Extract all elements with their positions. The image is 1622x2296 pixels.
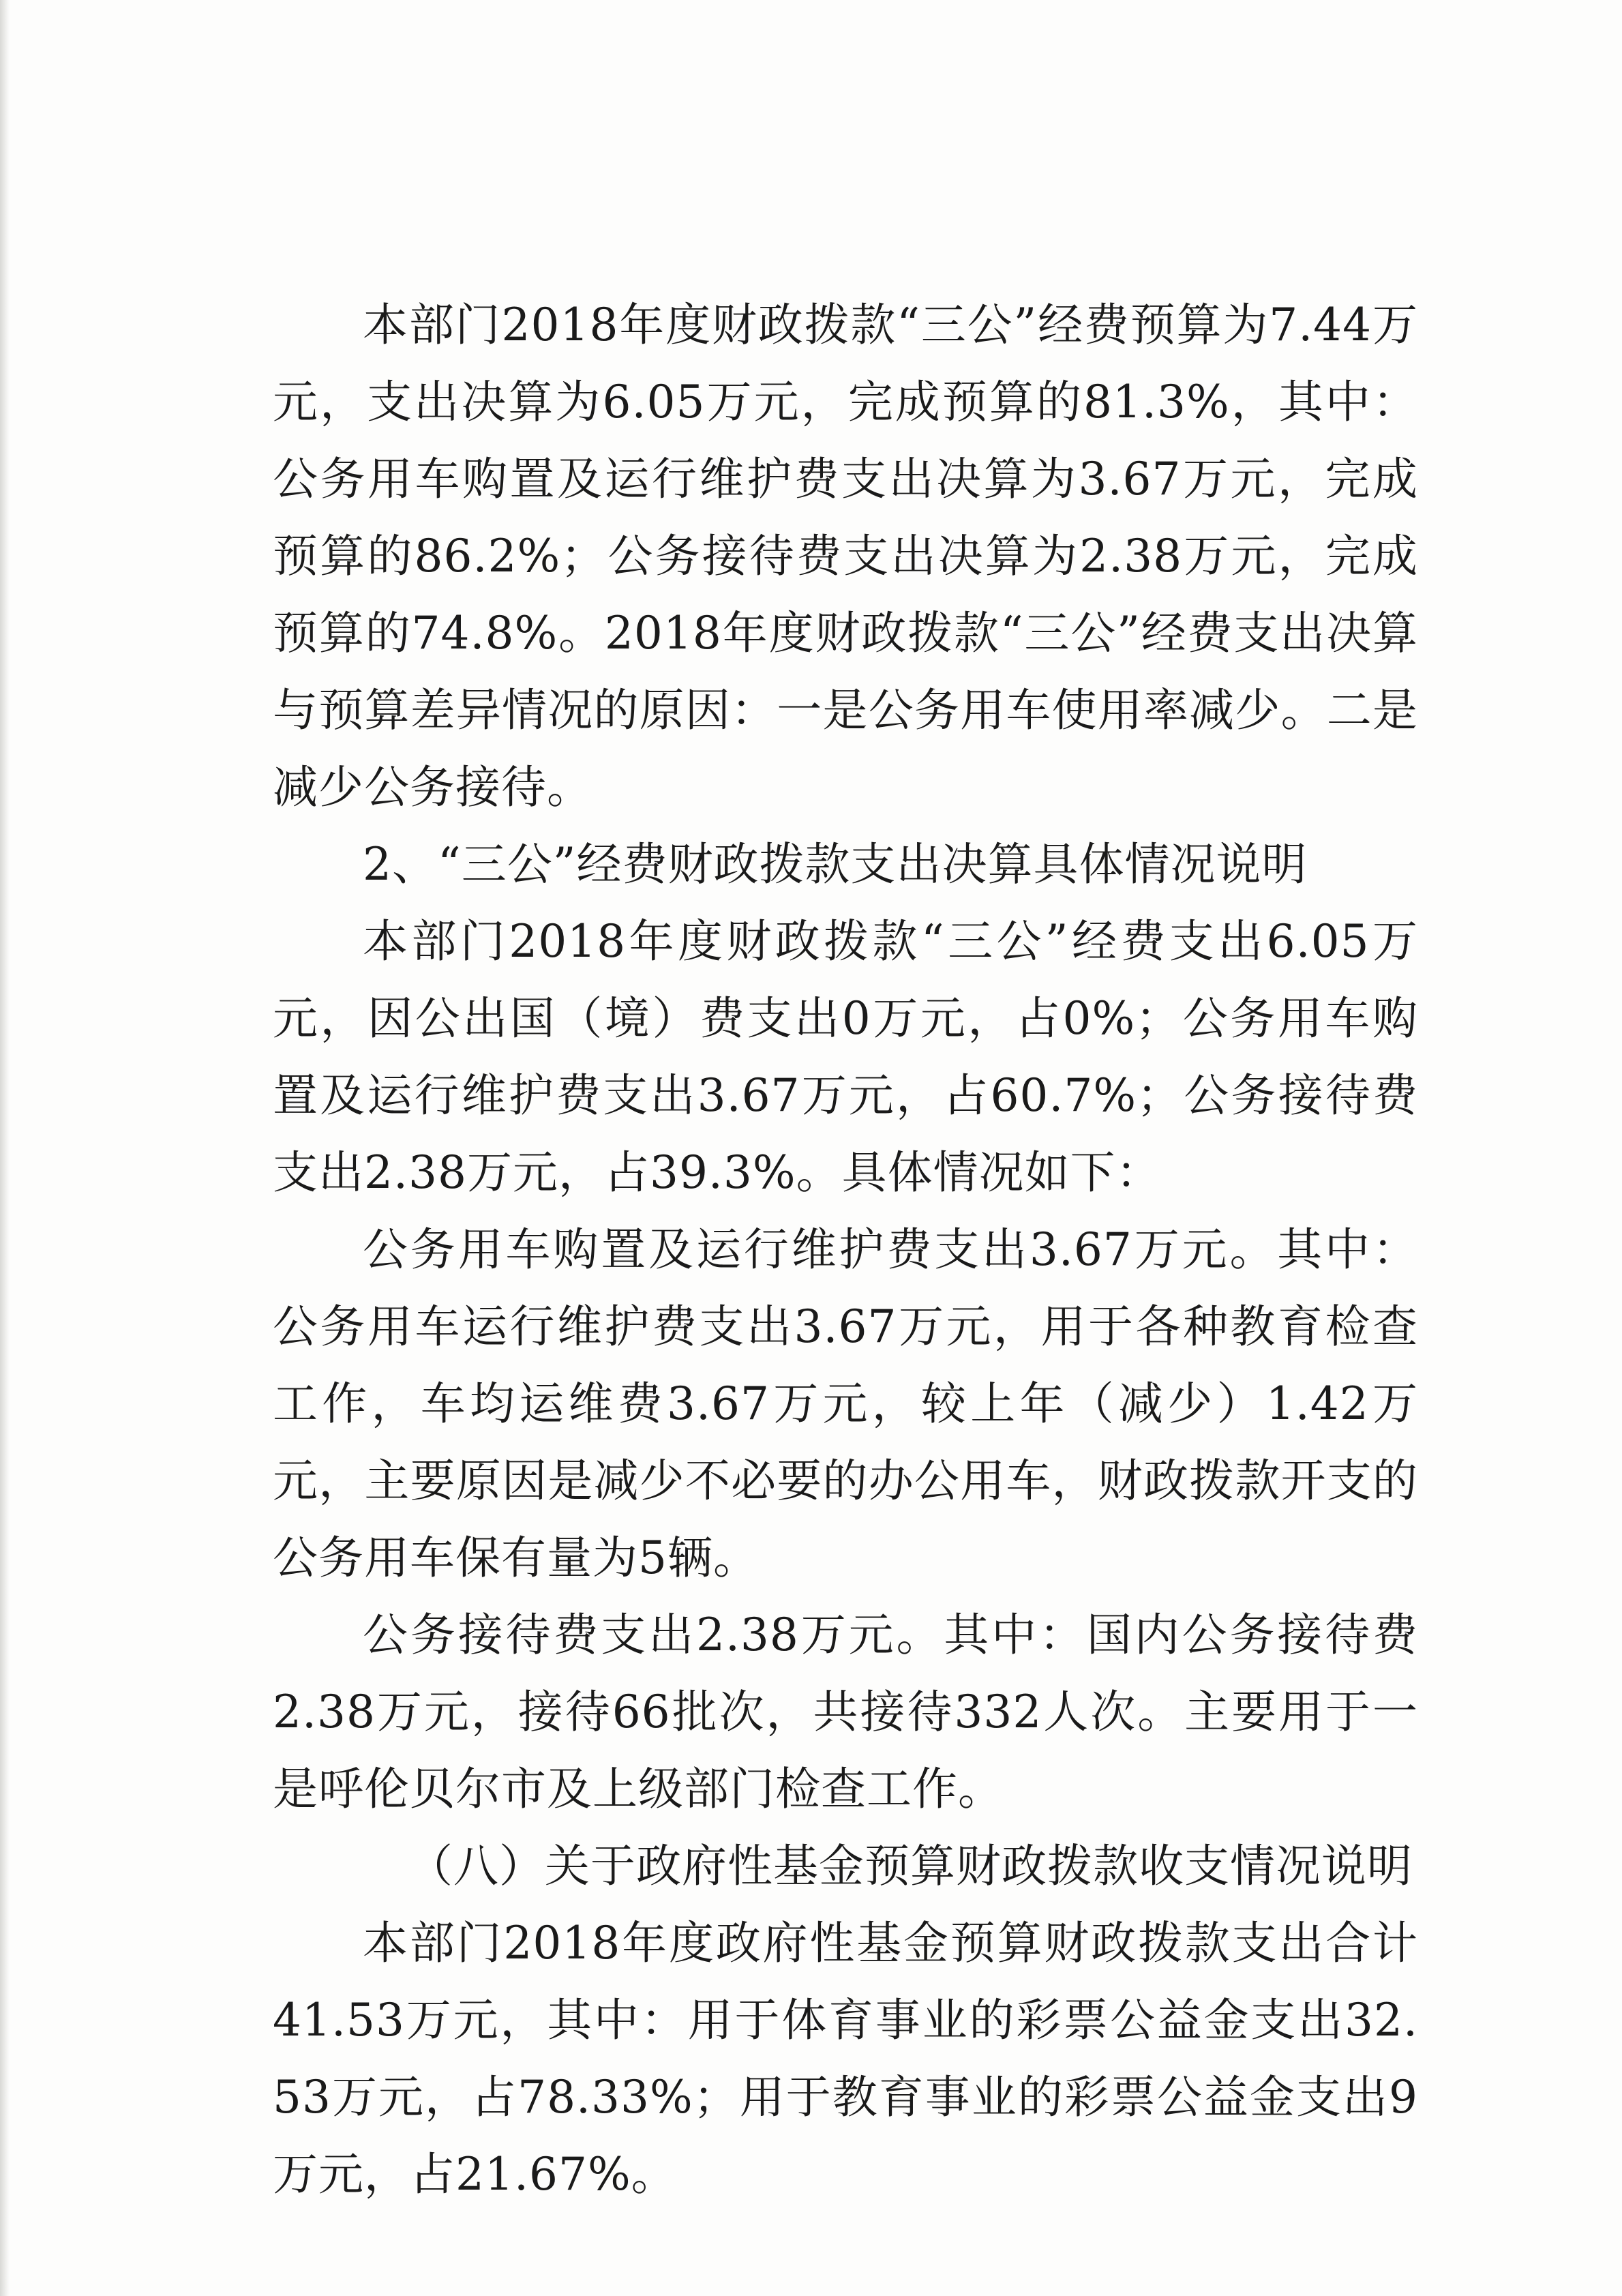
document-body <box>273 286 1418 2213</box>
paragraph-government-fund: 本部门2018年度政府性基金预算财政拨款支出合计41.53万元，其中：用于体育事业的彩票公益金支出32.53万元，占78.33%；用于教育事业的彩票公益金支出9万元，占21.67%。 <box>273 1917 1418 2201</box>
heading-three-public-expenses: 2、“三公”经费财政拨款支出决算具体情况说明 <box>363 838 1308 891</box>
scan-edge-shadow <box>0 0 10 2296</box>
heading-government-fund: （八）关于政府性基金预算财政拨款收支情况说明 <box>408 1840 1413 1892</box>
paragraph-reception-expense: 公务接待费支出2.38万元。其中：国内公务接待费2.38万元，接待66批次，共接待332人次。主要用于一是呼伦贝尔市及上级部门检查工作。 <box>273 1609 1418 1815</box>
paragraph-expense-breakdown: 本部门2018年度财政拨款“三公”经费支出6.05万元，因公出国（境）费支出0万元，占0%；公务用车购置及运行维护费支出3.67万元，占60.7%；公务接待费支出2.38万元，占39.3%。具体情况如下： <box>273 915 1418 1199</box>
paragraph-budget-summary: 本部门2018年度财政拨款“三公”经费预算为7.44万元，支出决算为6.05万元，完成预算的81.3%，其中：公务用车购置及运行维护费支出决算为3.67万元，完成预算的86.2%；公务接待费支出决算为2.38万元，完成预算的74.8%。2018年度财政拨款“三公”经费支出决算与预算差异情况的原因：一是公务用车使用率减少。二是减少公务接待。 <box>273 299 1418 814</box>
paragraph-vehicle-expense: 公务用车购置及运行维护费支出3.67万元。其中：公务用车运行维护费支出3.67万元，用于各种教育检查工作，车均运维费3.67万元，较上年（减少）1.42万元，主要原因是减少不必要的办公用车，财政拨款开支的公务用车保有量为5辆。 <box>273 1223 1418 1584</box>
